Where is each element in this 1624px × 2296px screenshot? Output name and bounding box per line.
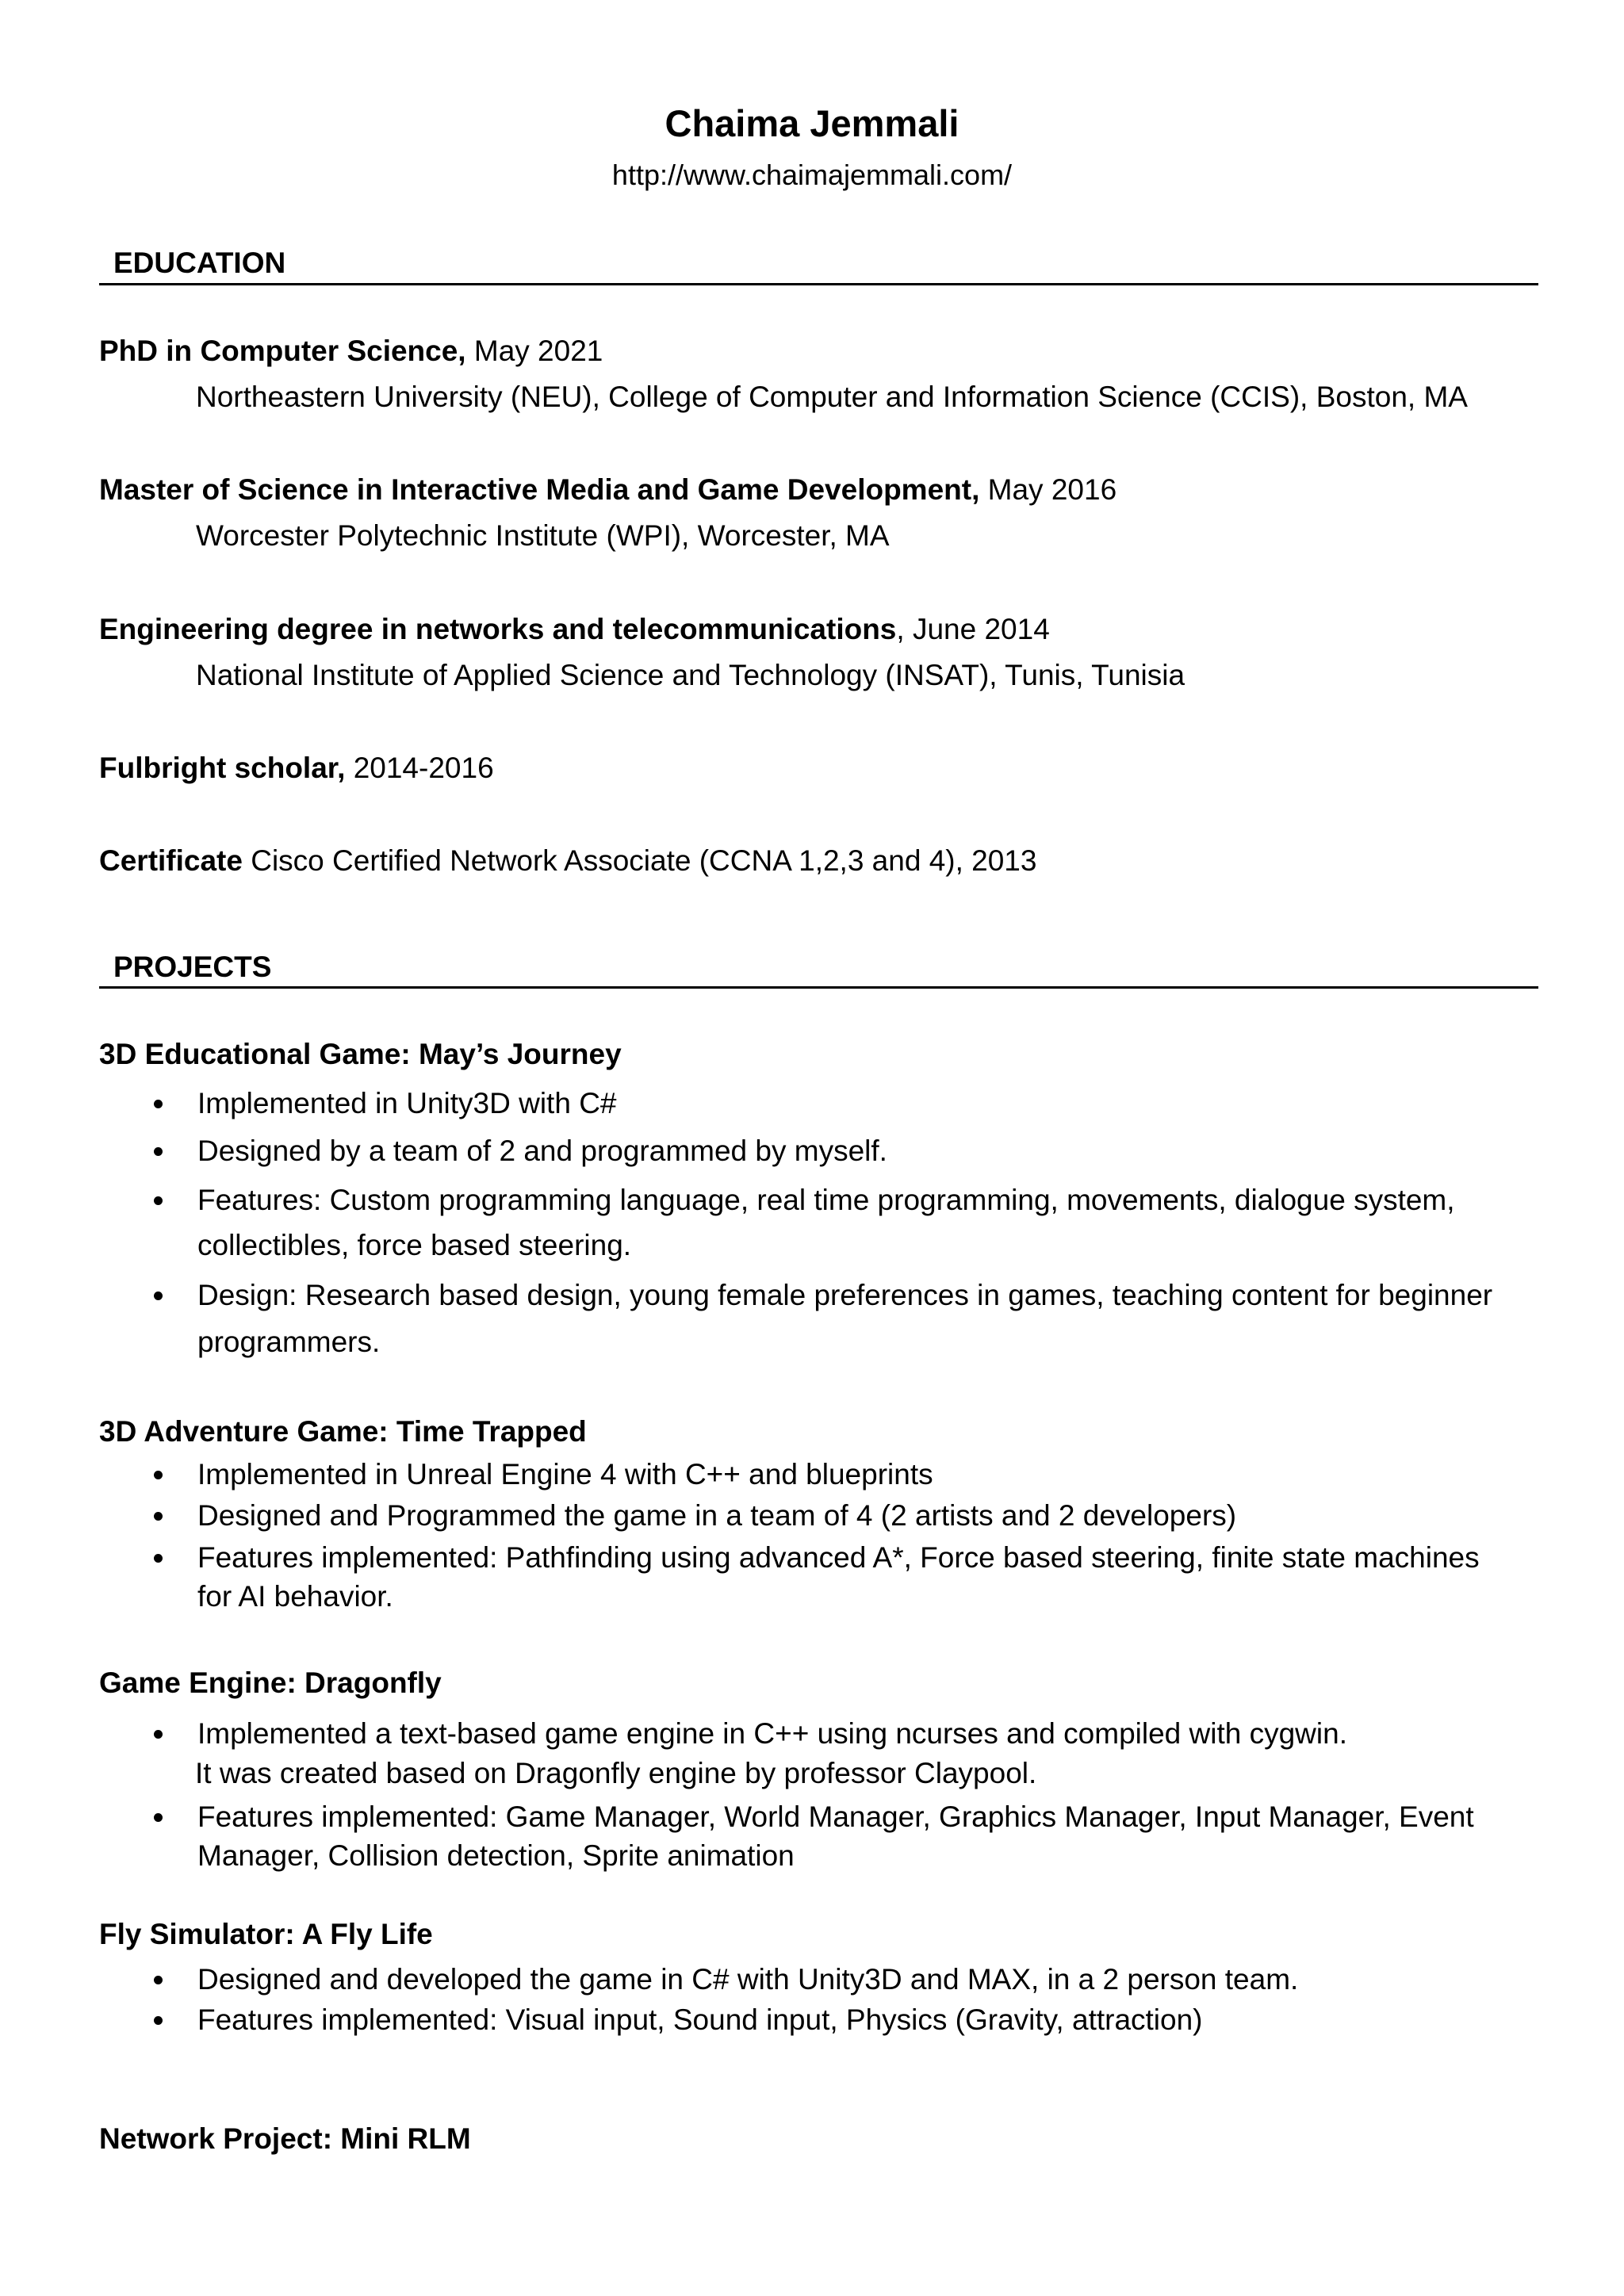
project-bullet-line: Features implemented: Game Manager, World Manager, Graphics Manager, Input Manager, Event <box>197 1800 1474 1833</box>
degree-date: May 2021 <box>465 335 603 367</box>
project-bullet-line: Features implemented: Pathfinding using advanced A*, Force based steering, finite state machines <box>197 1541 1480 1574</box>
project-title-fly-life: Fly Simulator: A Fly Life <box>99 1918 433 1950</box>
education-entry-ms <box>99 472 1116 508</box>
projects-divider <box>99 986 1538 989</box>
degree-title: Fulbright scholar, <box>99 752 346 784</box>
bullet-icon <box>154 1730 163 1739</box>
projects-heading: PROJECTS <box>113 951 272 983</box>
project-title-time-trapped: 3D Adventure Game: Time Trapped <box>99 1415 587 1448</box>
bullet-icon <box>154 1554 163 1563</box>
education-divider <box>99 283 1538 285</box>
bullet-icon <box>154 1292 163 1300</box>
project-title-mini-rlm: Network Project: Mini RLM <box>99 2122 471 2155</box>
project-bullet-line: Designed by a team of 2 and programmed by myself. <box>197 1135 887 1167</box>
project-bullet-line: Designed and Programmed the game in a team of 4 (2 artists and 2 developers) <box>197 1499 1237 1532</box>
degree-title: PhD in Computer Science, <box>99 335 466 367</box>
bullet-icon <box>154 1196 163 1205</box>
project-title-dragonfly: Game Engine: Dragonfly <box>99 1667 442 1699</box>
education-detail-ms: Worcester Polytechnic Institute (WPI), Worcester, MA <box>196 519 890 552</box>
project-bullet-line: Implemented a text-based game engine in C++ using ncurses and compiled with cygwin. <box>197 1717 1347 1750</box>
project-bullet-line: programmers. <box>197 1326 381 1358</box>
bullet-icon <box>154 1147 163 1156</box>
education-entry-phd <box>99 333 603 369</box>
bullet-icon <box>154 1813 163 1822</box>
project-bullet-line: Features implemented: Visual input, Sound input, Physics (Gravity, attraction) <box>197 2003 1203 2036</box>
bullet-icon <box>154 1976 163 1984</box>
project-bullet-line: collectibles, force based steering. <box>197 1229 632 1261</box>
education-entry-engineering <box>99 611 1050 648</box>
project-bullet-line: Design: Research based design, young female preferences in games, teaching content for beginner <box>197 1279 1493 1311</box>
bullet-icon <box>154 1100 163 1108</box>
project-bullet-line: Designed and developed the game in C# with Unity3D and MAX, in a 2 person team. <box>197 1963 1299 1996</box>
degree-date: 2014-2016 <box>345 752 494 784</box>
project-bullet-line: for AI behavior. <box>197 1580 393 1613</box>
resume-name: Chaima Jemmali <box>665 102 959 144</box>
bullet-icon <box>154 1471 163 1479</box>
project-bullet-line: Implemented in Unity3D with C# <box>197 1087 617 1119</box>
education-detail-phd: Northeastern University (NEU), College of Computer and Information Science (CCIS), Boston, MA <box>196 381 1468 413</box>
website-link[interactable]: http://www.chaimajemmali.com/ <box>611 159 1013 191</box>
degree-date: Cisco Certified Network Associate (CCNA 1,2,3 and 4), 2013 <box>242 844 1037 877</box>
project-bullet-line: Manager, Collision detection, Sprite animation <box>197 1839 795 1872</box>
project-bullet-line: It was created based on Dragonfly engine by professor Claypool. <box>195 1757 1037 1789</box>
education-entry-certificate <box>99 843 1036 879</box>
degree-title: Certificate <box>99 844 243 877</box>
degree-title: Master of Science in Interactive Media and Game Development, <box>99 473 980 506</box>
education-heading: EDUCATION <box>113 247 286 279</box>
degree-title: Engineering degree in networks and telecommunications <box>99 613 897 645</box>
bullet-icon <box>154 2016 163 2025</box>
degree-date: May 2016 <box>979 473 1117 506</box>
bullet-icon <box>154 1512 163 1521</box>
degree-date: , June 2014 <box>896 613 1050 645</box>
project-title-mays-journey: 3D Educational Game: May’s Journey <box>99 1038 622 1070</box>
education-entry-fulbright <box>99 750 494 786</box>
education-detail-engineering: National Institute of Applied Science and Technology (INSAT), Tunis, Tunisia <box>196 659 1185 691</box>
project-bullet-line: Implemented in Unreal Engine 4 with C++ and blueprints <box>197 1458 933 1490</box>
project-bullet-line: Features: Custom programming language, real time programming, movements, dialogue system, <box>197 1184 1455 1216</box>
